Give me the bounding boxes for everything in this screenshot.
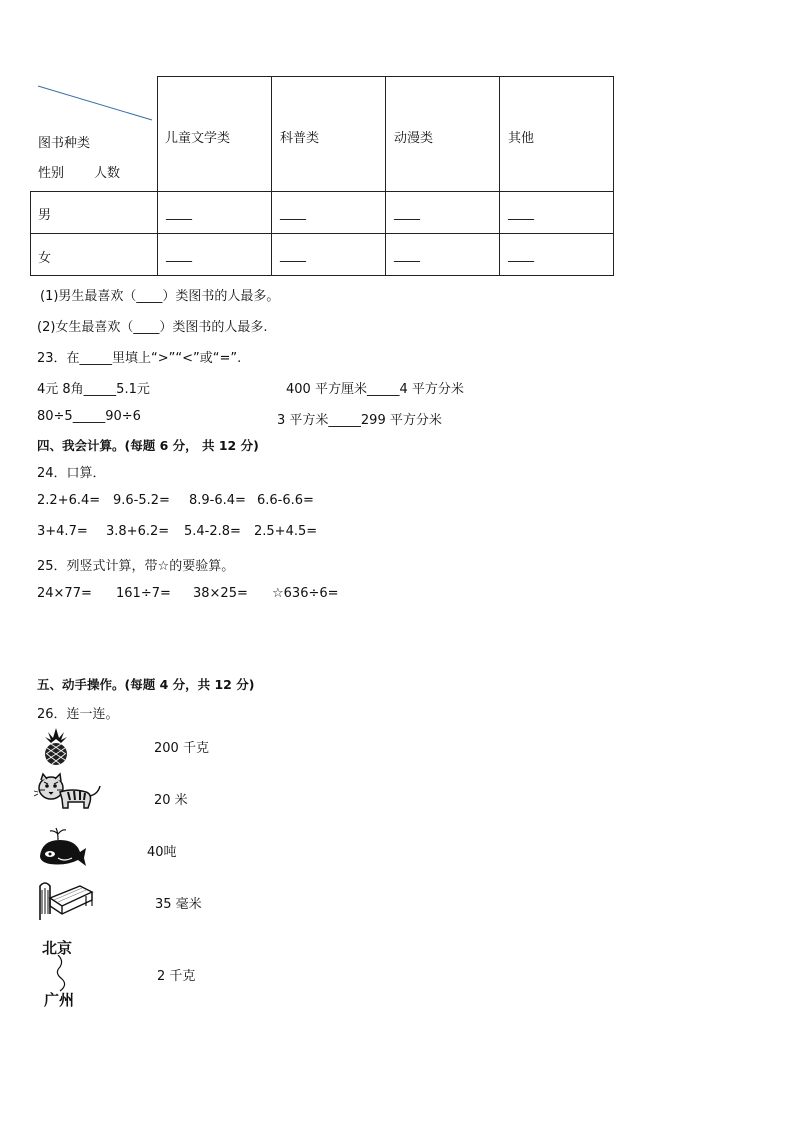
column-header-label: 其他 [508, 131, 535, 146]
comparison-item: 80÷5_____90÷6 [37, 409, 141, 424]
answer-blank[interactable]: ____ [508, 248, 534, 263]
mental-math-item: 2.2+6.4= [37, 493, 101, 508]
whale-icon[interactable] [36, 826, 88, 868]
section-4-heading: 四、我会计算。(每题 6 分， 共 12 分) [37, 438, 259, 453]
q25-title: 25．列竖式计算，带☆的要验算。 [37, 559, 235, 574]
q24-title: 24．口算． [37, 466, 106, 481]
header-gender-label: 性别 [38, 166, 65, 181]
comparison-item: 3 平方米_____299 平方分米 [277, 413, 442, 428]
vertical-calc-item: 24×77= [37, 586, 92, 601]
tiger-icon[interactable] [34, 772, 102, 810]
answer-blank[interactable]: ____ [280, 248, 306, 263]
comparison-item: 400 平方厘米_____4 平方分米 [286, 382, 464, 397]
map-route-icon[interactable] [40, 935, 84, 1009]
column-header-label: 动漫类 [394, 131, 434, 146]
match-value[interactable]: 2 千克 [157, 969, 196, 984]
mental-math-item: 3.8+6.2= [106, 524, 170, 539]
mental-math-item: 8.9-6.4= [189, 493, 246, 508]
header-count-label: 人数 [94, 166, 121, 181]
vertical-calc-item: ☆636÷6= [272, 586, 339, 601]
pineapple-icon[interactable] [36, 726, 76, 766]
mental-math-item: 5.4-2.8= [184, 524, 241, 539]
survey-table [30, 76, 614, 276]
mental-math-item: 2.5+4.5= [254, 524, 318, 539]
city-label-guangzhou: 广州 [44, 991, 75, 1009]
answer-blank[interactable]: ____ [166, 248, 192, 263]
bed-icon[interactable] [36, 876, 94, 922]
answer-blank[interactable]: ____ [166, 206, 192, 221]
comparison-item: 4元 8角_____5.1元 [37, 382, 150, 397]
answer-blank[interactable]: ____ [394, 206, 420, 221]
match-value[interactable]: 35 毫米 [155, 897, 202, 912]
row-label-male: 男 [38, 208, 52, 223]
answer-blank[interactable]: ____ [508, 206, 534, 221]
mental-math-item: 9.6-5.2= [113, 493, 170, 508]
diagonal-header-line [36, 82, 154, 122]
q23-title: 23．在_____里填上“>”“<”或“=”. [37, 351, 242, 366]
q22-line-2: (2)女生最喜欢（____）类图书的人最多. [37, 320, 268, 335]
header-category-label: 图书种类 [38, 136, 91, 151]
answer-blank[interactable]: ____ [394, 248, 420, 263]
match-value[interactable]: 200 千克 [154, 741, 209, 756]
vertical-calc-item: 161÷7= [116, 586, 171, 601]
city-label-beijing: 北京 [42, 939, 73, 957]
match-value[interactable]: 40吨 [147, 845, 177, 860]
mental-math-item: 3+4.7= [37, 524, 88, 539]
row-label-female: 女 [38, 251, 52, 266]
section-5-heading: 五、动手操作。(每题 4 分，共 12 分) [37, 677, 255, 692]
column-header-label: 科普类 [280, 131, 320, 146]
q22-line-1: (1)男生最喜欢（____）类图书的人最多。 [40, 289, 280, 304]
answer-blank[interactable]: ____ [280, 206, 306, 221]
mental-math-item: 6.6-6.6= [257, 493, 314, 508]
vertical-calc-item: 38×25= [193, 586, 248, 601]
q26-title: 26．连一连。 [37, 707, 119, 722]
column-header-label: 儿童文学类 [165, 131, 231, 146]
match-value[interactable]: 20 米 [154, 793, 188, 808]
